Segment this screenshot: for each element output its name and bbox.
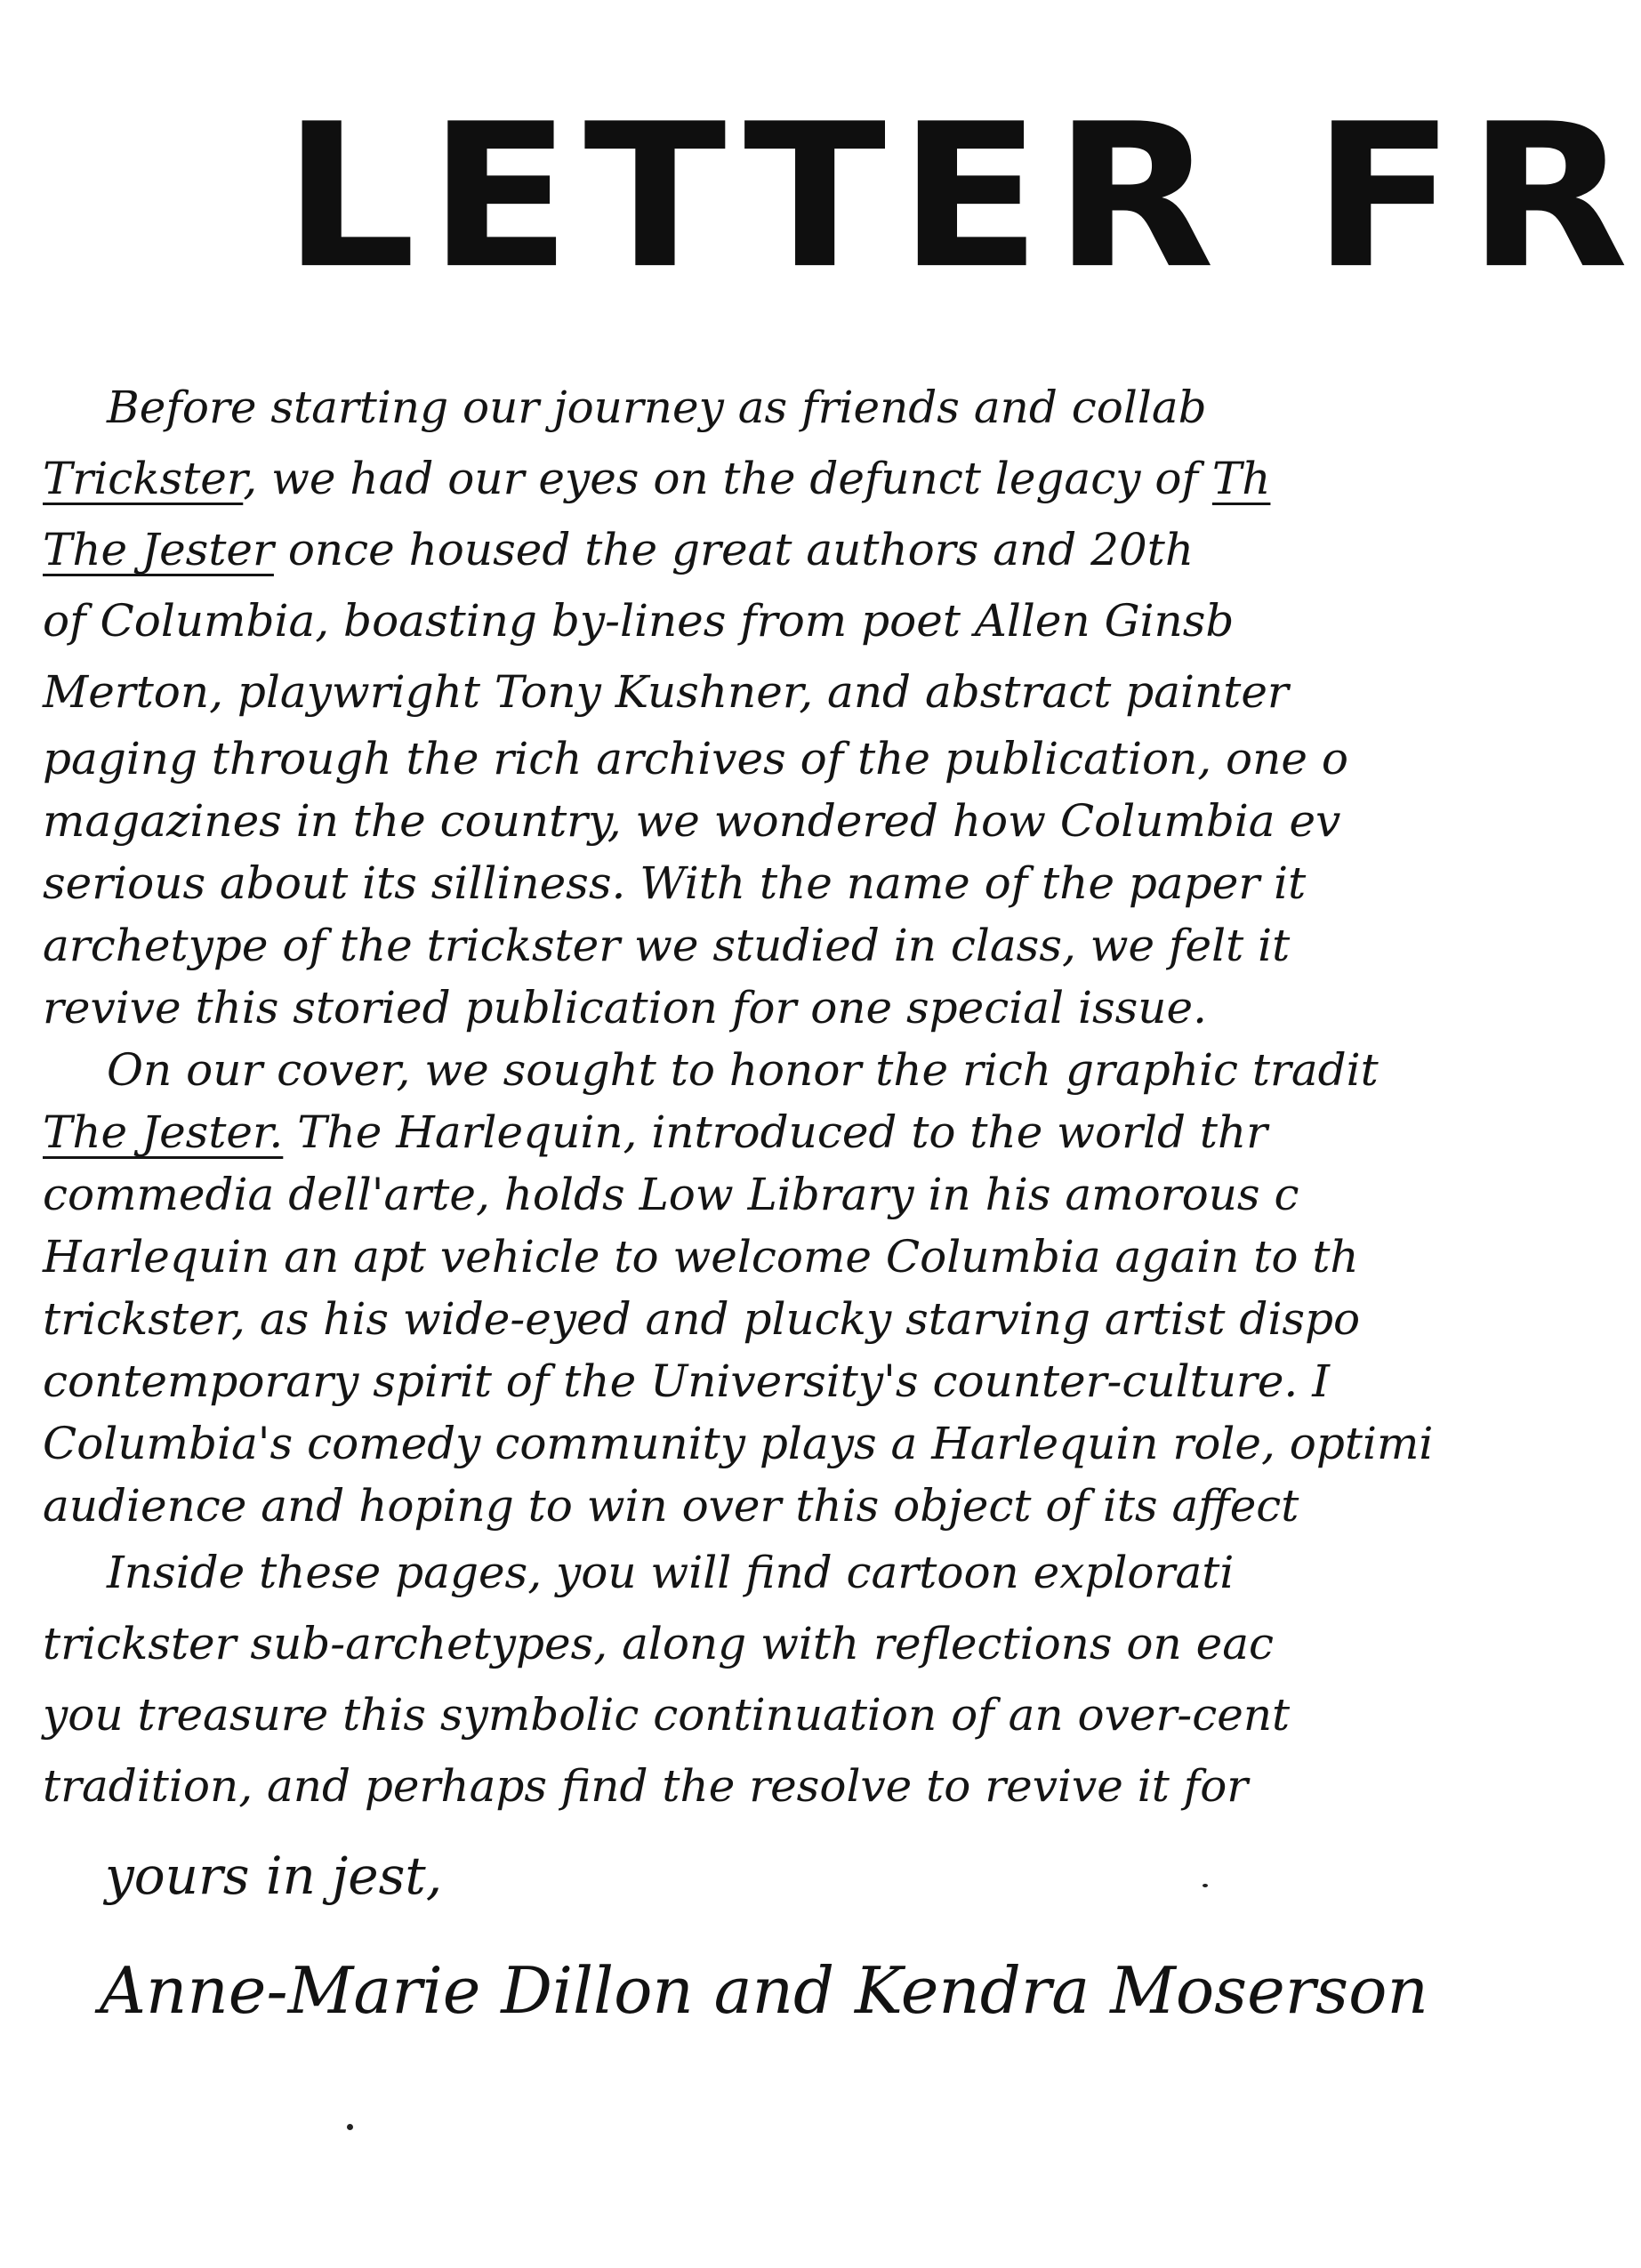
text-line: of Columbia, boasting by-lines from poet Allen Ginsb xyxy=(43,595,1235,647)
text-line xyxy=(43,514,1573,585)
text-line: serious about its silliness. With the name of the paper it xyxy=(43,857,1307,909)
underlined-title: Trickster xyxy=(43,453,244,504)
ink-speck xyxy=(347,2124,353,2130)
text-fragment: , we had our eyes on the defunct legacy of xyxy=(243,453,1212,504)
ink-speck xyxy=(1203,1884,1208,1887)
page-title: LETTER FR xyxy=(283,81,1641,313)
text-line: you treasure this symbolic continuation of an over-cent xyxy=(43,1689,1291,1741)
text-line: magazines in the country, we wondered how Columbia ev xyxy=(43,795,1341,847)
underlined-title: The Jester. xyxy=(43,1106,284,1158)
text-line xyxy=(43,443,1573,514)
text-line: trickster, as his wide-eyed and plucky starving artist dispo xyxy=(43,1293,1361,1345)
text-line: On our cover, we sought to honor the rich graphic tradit xyxy=(107,1044,1379,1096)
paragraph-2 xyxy=(43,1039,1573,1537)
text-fragment: once housed the great authors and 20th xyxy=(273,524,1195,575)
text-line: Harlequin an apt vehicle to welcome Columbia again to th xyxy=(43,1231,1359,1283)
text-line: Columbia's comedy community plays a Harlequin role, optimi xyxy=(43,1418,1434,1469)
text-line: archetype of the trickster we studied in class, we felt it xyxy=(43,920,1291,971)
text-line: Inside these pages, you will find cartoon explorati xyxy=(107,1547,1235,1598)
text-line: audience and hoping to win over this object of its affect xyxy=(43,1480,1299,1532)
underlined-title: Th xyxy=(1211,453,1271,504)
text-line: paging through the rich archives of the publication, one o xyxy=(43,733,1348,784)
text-line: Merton, playwright Tony Kushner, and abstract painter xyxy=(43,666,1289,718)
text-line: contemporary spirit of the University's counter-culture. I xyxy=(43,1355,1330,1407)
text-line: tradition, and perhaps find the resolve to revive it for xyxy=(43,1760,1249,1812)
text-line: trickster sub-archetypes, along with reflections on eac xyxy=(43,1618,1275,1669)
text-fragment: The Harlequin, introduced to the world thr xyxy=(283,1106,1268,1158)
text-line: Before starting our journey as friends and collab xyxy=(107,382,1207,433)
text-line: commedia dell'arte, holds Low Library in his amorous c xyxy=(43,1169,1299,1220)
paragraph-1 xyxy=(43,372,1573,1039)
paragraph-3 xyxy=(43,1537,1573,1822)
closing-line: yours in jest, xyxy=(105,1846,443,1906)
text-line xyxy=(43,1101,1573,1163)
signature: Anne-Marie Dillon and Kendra Moserson xyxy=(100,1953,1428,2028)
text-line: revive this storied publication for one special issue. xyxy=(43,982,1207,1033)
letter-body xyxy=(43,372,1573,1822)
underlined-title: The Jester xyxy=(43,524,274,575)
